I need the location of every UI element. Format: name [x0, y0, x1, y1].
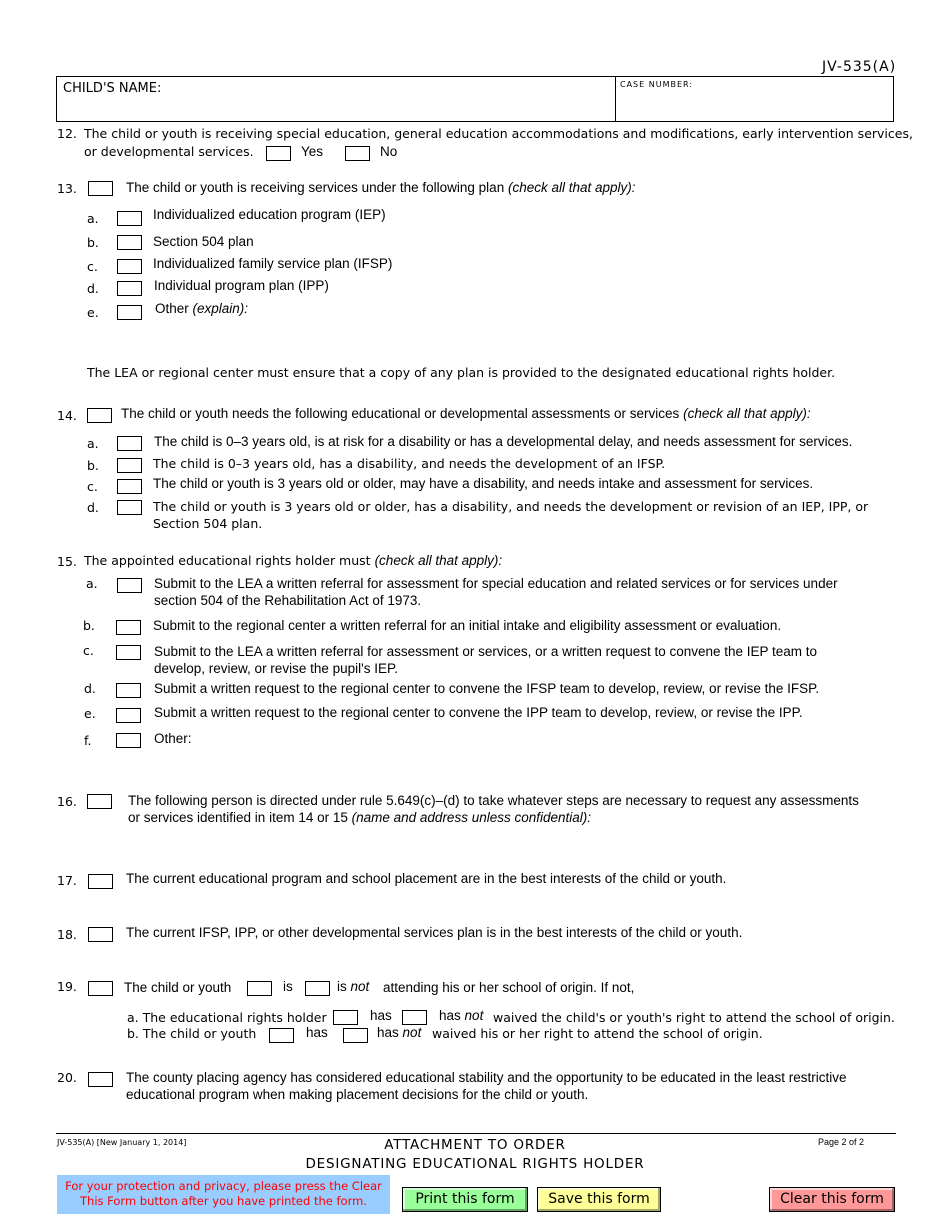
item-19b-tail: waived his or her right to attend the school of origin. — [432, 1026, 763, 1041]
item-12-number: 12. — [57, 126, 77, 141]
item-15a-text-line2: section 504 of the Rehabilitation Act of 1973. — [154, 593, 422, 608]
item-16-text-line1: The following person is directed under rule 5.649(c)–(d) to take whatever steps are necessary to request any assessments — [128, 793, 859, 808]
item-15c-letter: c. — [83, 643, 94, 658]
childs-name-label: CHILD'S NAME: — [63, 81, 162, 96]
item-13e-explain-field[interactable] — [250, 300, 890, 340]
item-14d-text-line2: Section 504 plan. — [153, 516, 263, 531]
item-13d-text: Individual program plan (IPP) — [154, 278, 329, 293]
item-17-text: The current educational program and school placement are in the best interests of the child or youth. — [126, 871, 727, 886]
item-15-number: 15. — [57, 554, 77, 569]
item-19b-has-not-checkbox[interactable] — [343, 1028, 368, 1043]
item-13b-letter: b. — [87, 235, 99, 250]
item-14d-letter: d. — [87, 500, 99, 515]
item-13-checkbox[interactable] — [88, 181, 113, 196]
header-divider — [615, 76, 616, 122]
item-13d-letter: d. — [87, 281, 99, 296]
item-19-text-a: The child or youth — [124, 980, 232, 995]
item-20-number: 20. — [57, 1070, 77, 1085]
form-id: JV-535(A) — [822, 59, 897, 75]
item-15f-other-field[interactable] — [200, 728, 890, 768]
item-20-text-line1: The county placing agency has considered educational stability and the opportunity to be educated in the least restrictive — [126, 1070, 847, 1085]
item-19-is-label: is — [283, 979, 293, 994]
item-15c-checkbox[interactable] — [116, 645, 141, 660]
item-15d-text: Submit a written request to the regional center to convene the IFSP team to develop, review, or revise the IFSP. — [154, 681, 820, 696]
item-19a-has-label: has — [370, 1008, 392, 1023]
item-12-yes-checkbox[interactable] — [266, 146, 291, 161]
item-18-checkbox[interactable] — [88, 927, 113, 942]
item-16-text-line2: or services identified in item 14 or 15 (name and address unless confidential): — [128, 810, 592, 825]
item-17-checkbox[interactable] — [88, 874, 113, 889]
item-13b-text: Section 504 plan — [153, 234, 254, 249]
item-14b-letter: b. — [87, 458, 99, 473]
item-15b-checkbox[interactable] — [116, 620, 141, 635]
item-15e-checkbox[interactable] — [116, 708, 141, 723]
item-14a-letter: a. — [87, 436, 99, 451]
item-12-text-line1: The child or youth is receiving special education, general education accommodations and modifications, early intervention services, — [84, 126, 913, 141]
item-19a-tail: waived the child's or youth's right to attend the school of origin. — [493, 1010, 895, 1025]
item-14-text: The child or youth needs the following educational or developmental assessments or services (check all that apply): — [121, 406, 811, 421]
item-19-number: 19. — [57, 979, 77, 994]
item-15e-letter: e. — [84, 706, 96, 721]
item-15c-text-line2: develop, review, or revise the pupil's IEP. — [154, 661, 398, 676]
case-number-field[interactable] — [620, 92, 890, 118]
item-16-checkbox[interactable] — [87, 794, 112, 809]
item-14b-checkbox[interactable] — [117, 458, 142, 473]
item-13-number: 13. — [57, 181, 77, 196]
item-14b-text: The child is 0–3 years old, has a disability, and needs the development of an IFSP. — [153, 456, 666, 471]
print-button[interactable]: Print this form — [402, 1187, 528, 1212]
item-14-number: 14. — [57, 408, 77, 423]
case-number-label: CASE NUMBER: — [620, 80, 694, 89]
item-12-text-line2: or developmental services. — [84, 144, 254, 159]
item-14-checkbox[interactable] — [87, 408, 112, 423]
item-13c-letter: c. — [87, 259, 98, 274]
item-15f-text: Other: — [154, 731, 192, 746]
item-12-no-checkbox[interactable] — [345, 146, 370, 161]
item-13c-text: Individualized family service plan (IFSP) — [153, 256, 393, 271]
footer-page-number: Page 2 of 2 — [818, 1137, 865, 1147]
item-14c-letter: c. — [87, 479, 98, 494]
item-15c-text-line1: Submit to the LEA a written referral for assessment or services, or a written request to convene the IEP team to — [154, 644, 818, 659]
item-13d-checkbox[interactable] — [117, 281, 142, 296]
clear-button[interactable]: Clear this form — [769, 1187, 895, 1212]
save-button[interactable]: Save this form — [537, 1187, 661, 1212]
item-18-number: 18. — [57, 927, 77, 942]
item-14a-text: The child is 0–3 years old, is at risk for a disability or has a developmental delay, and needs assessment for services. — [154, 434, 853, 449]
item-15d-checkbox[interactable] — [116, 683, 141, 698]
item-19b-has-checkbox[interactable] — [269, 1028, 294, 1043]
item-17-number: 17. — [57, 873, 77, 888]
footer-title-line1: ATTACHMENT TO ORDER — [384, 1137, 566, 1153]
item-13a-text: Individualized education program (IEP) — [153, 207, 386, 222]
item-19a-has-not-checkbox[interactable] — [402, 1010, 427, 1025]
item-13c-checkbox[interactable] — [117, 259, 142, 274]
item-19a-label: a. The educational rights holder — [127, 1010, 327, 1025]
item-15f-checkbox[interactable] — [116, 733, 141, 748]
item-15a-text-line1: Submit to the LEA a written referral for assessment for special education and related services or for services under — [154, 576, 838, 591]
item-13b-checkbox[interactable] — [117, 235, 142, 250]
item-19-text-b: attending his or her school of origin. If not, — [383, 980, 635, 995]
item-20-text-line2: educational program when making placement decisions for the child or youth. — [126, 1087, 589, 1102]
item-19a-has-checkbox[interactable] — [333, 1010, 358, 1025]
item-13e-letter: e. — [87, 305, 99, 320]
item-13-text: The child or youth is receiving services under the following plan (check all that apply): — [126, 180, 636, 195]
item-15a-letter: a. — [86, 576, 98, 591]
item-12-no-label: No — [380, 144, 398, 159]
item-19-is-not-label: is not — [337, 979, 370, 994]
footer-form-rev: JV-535(A) [New January 1, 2014] — [57, 1138, 187, 1147]
item-14c-checkbox[interactable] — [117, 479, 142, 494]
item-13a-letter: a. — [87, 211, 99, 226]
item-19a-has-not-label: has not — [439, 1008, 484, 1023]
privacy-notice: For your protection and privacy, please press the Clear This Form button after you have printed the form. — [57, 1175, 390, 1214]
item-19-is-not-checkbox[interactable] — [305, 981, 330, 996]
item-14d-checkbox[interactable] — [117, 500, 142, 515]
item-19b-label: b. The child or youth — [127, 1026, 257, 1041]
item-15a-checkbox[interactable] — [117, 578, 142, 593]
item-14d-text-line1: The child or youth is 3 years old or older, has a disability, and needs the development or revision of an IEP, IPP, or — [153, 499, 869, 514]
item-15f-letter: f. — [84, 733, 92, 748]
item-13e-checkbox[interactable] — [117, 305, 142, 320]
childs-name-field[interactable] — [62, 90, 612, 118]
item-15b-text: Submit to the regional center a written referral for an initial intake and eligibility assessment or evaluation. — [153, 618, 782, 633]
item-20-checkbox[interactable] — [88, 1072, 113, 1087]
item-15-text: The appointed educational rights holder must (check all that apply): — [84, 553, 503, 568]
item-19-checkbox[interactable] — [88, 981, 113, 996]
item-19-is-checkbox[interactable] — [247, 981, 272, 996]
item-19b-has-not-label: has not — [377, 1025, 422, 1040]
item-13-note: The LEA or regional center must ensure that a copy of any plan is provided to the designated educational rights holder. — [87, 365, 836, 380]
footer-divider — [56, 1133, 896, 1134]
item-15d-letter: d. — [84, 681, 96, 696]
item-16-name-address-field[interactable] — [128, 828, 888, 862]
item-15e-text: Submit a written request to the regional center to convene the IPP team to develop, review, or revise the IPP. — [154, 705, 803, 720]
item-15b-letter: b. — [83, 618, 95, 633]
item-14c-text: The child or youth is 3 years old or older, may have a disability, and needs intake and assessment for services. — [153, 476, 814, 491]
item-19b-has-label: has — [306, 1025, 328, 1040]
footer-title-line2: DESIGNATING EDUCATIONAL RIGHTS HOLDER — [305, 1156, 645, 1172]
item-12-yes-label: Yes — [301, 144, 324, 159]
item-16-number: 16. — [57, 794, 77, 809]
item-13a-checkbox[interactable] — [117, 211, 142, 226]
item-13e-text: Other (explain): — [155, 301, 249, 316]
item-18-text: The current IFSP, IPP, or other developmental services plan is in the best interests of the child or youth. — [126, 925, 743, 940]
item-14a-checkbox[interactable] — [117, 436, 142, 451]
